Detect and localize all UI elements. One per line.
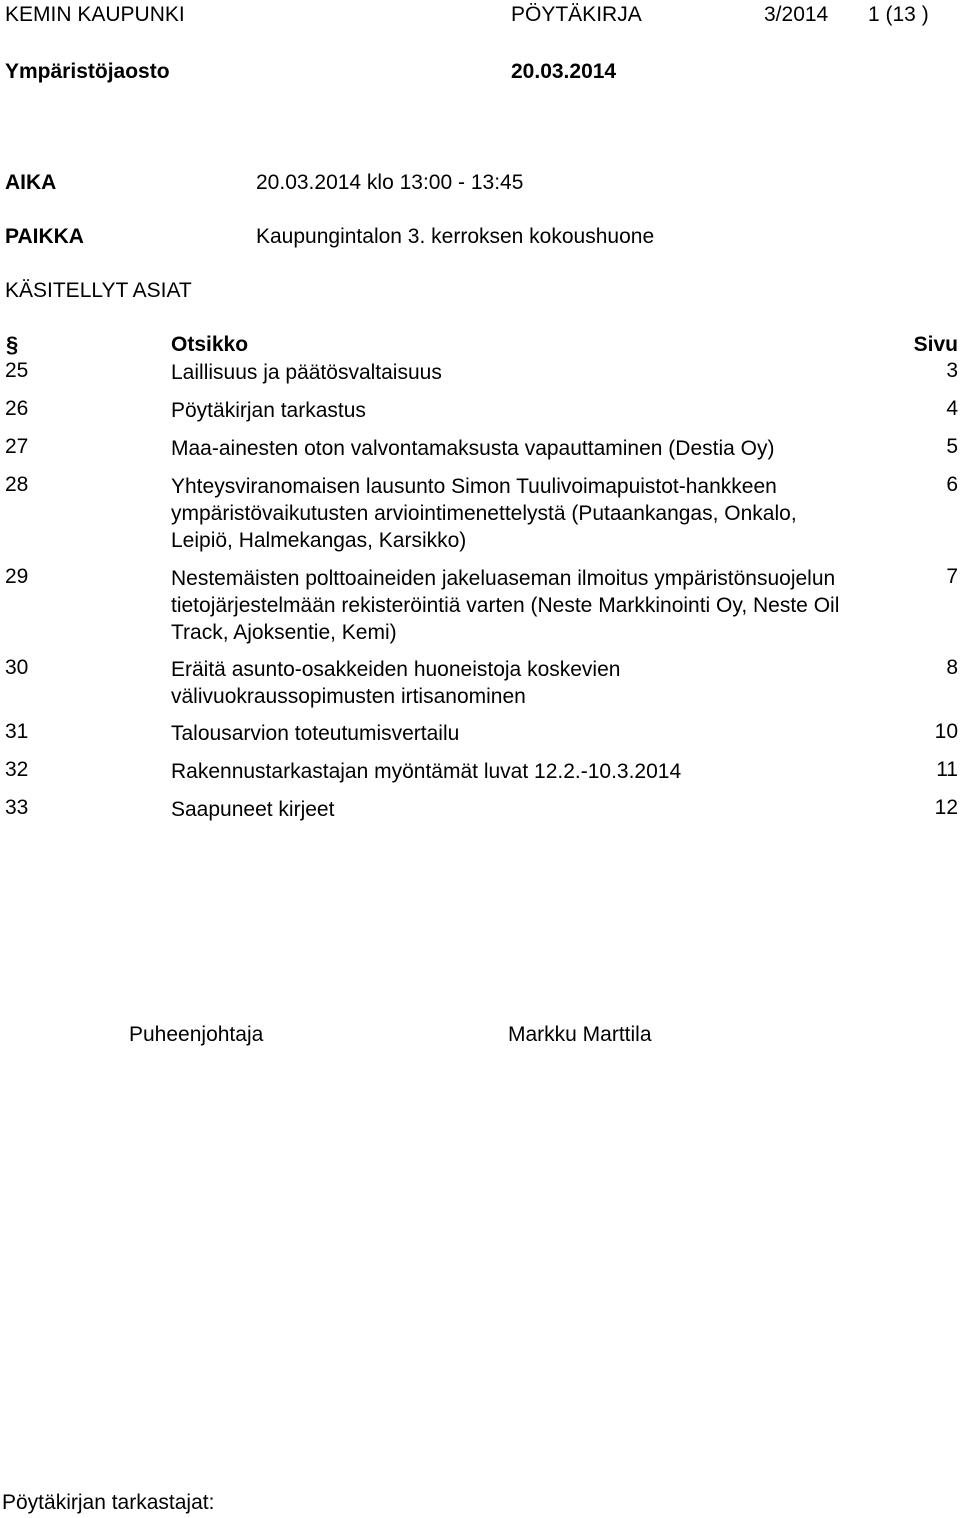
item-number: 29 (5, 565, 29, 588)
item-number: 31 (5, 720, 29, 743)
time-label: AIKA (5, 171, 57, 194)
item-number: 28 (5, 473, 29, 496)
page-info: 1 (13 ) (868, 3, 929, 26)
chair-label: Puheenjohtaja (129, 1023, 264, 1046)
item-page: 6 (946, 473, 958, 496)
item-page: 8 (946, 656, 958, 679)
item-number: 30 (5, 656, 29, 679)
item-page: 11 (936, 758, 958, 781)
item-title: Yhteysviranomaisen lausunto Simon Tuulivoimapuistot-hankkeen ympäristövaikutusten arviointimenettelystä (Putaankangas, Onkalo, Leipiö, Halmekangas, Karsikko) (171, 475, 797, 552)
place-label: PAIKKA (5, 225, 84, 248)
org-name: KEMIN KAUPUNKI (5, 3, 185, 26)
item-page: 12 (934, 796, 958, 819)
time-value: 20.03.2014 klo 13:00 - 13:45 (256, 171, 524, 194)
item-number: 32 (5, 758, 29, 781)
chair-name: Markku Marttila (508, 1023, 652, 1046)
item-title: Saapuneet kirjeet (171, 798, 335, 821)
item-title: Pöytäkirjan tarkastus (171, 399, 366, 422)
item-title: Talousarvion toteutumisvertailu (171, 722, 460, 745)
item-number: 33 (5, 796, 29, 819)
meeting-date: 20.03.2014 (511, 60, 617, 83)
item-title: Maa-ainesten oton valvontamaksusta vapauttaminen (Destia Oy) (171, 437, 775, 460)
item-number: 25 (5, 359, 29, 382)
item-number: 27 (5, 435, 29, 458)
section-symbol: § (6, 332, 19, 357)
reviewers-label: Pöytäkirjan tarkastajat: (2, 1491, 215, 1514)
item-number: 26 (5, 397, 29, 420)
item-title: Laillisuus ja päätösvaltaisuus (171, 361, 442, 384)
committee-name: Ympäristöjaosto (5, 60, 170, 83)
agenda-heading: KÄSITELLYT ASIAT (5, 279, 192, 302)
item-page: 4 (946, 397, 958, 420)
column-page-header: Sivu (913, 333, 958, 356)
item-page: 3 (946, 359, 958, 382)
place-value: Kaupungintalon 3. kerroksen kokoushuone (256, 225, 655, 248)
doc-number: 3/2014 (764, 3, 829, 26)
item-title: Nestemäisten polttoaineiden jakeluaseman ilmoitus ympäristönsuojelun tietojärjestelmään rekisteröintiä varten (Neste Markkinointi Oy, Neste Oil Track, Ajoksentie, Kemi) (171, 567, 840, 644)
item-page: 5 (946, 435, 958, 458)
column-title-header: Otsikko (171, 333, 249, 356)
doc-type: PÖYTÄKIRJA (511, 3, 642, 26)
item-page: 7 (946, 565, 958, 588)
item-page: 10 (934, 720, 958, 743)
item-title: Eräitä asunto-osakkeiden huoneistoja koskevien välivuokraussopimusten irtisanominen (171, 658, 621, 708)
item-title: Rakennustarkastajan myöntämät luvat 12.2.-10.3.2014 (171, 760, 682, 783)
